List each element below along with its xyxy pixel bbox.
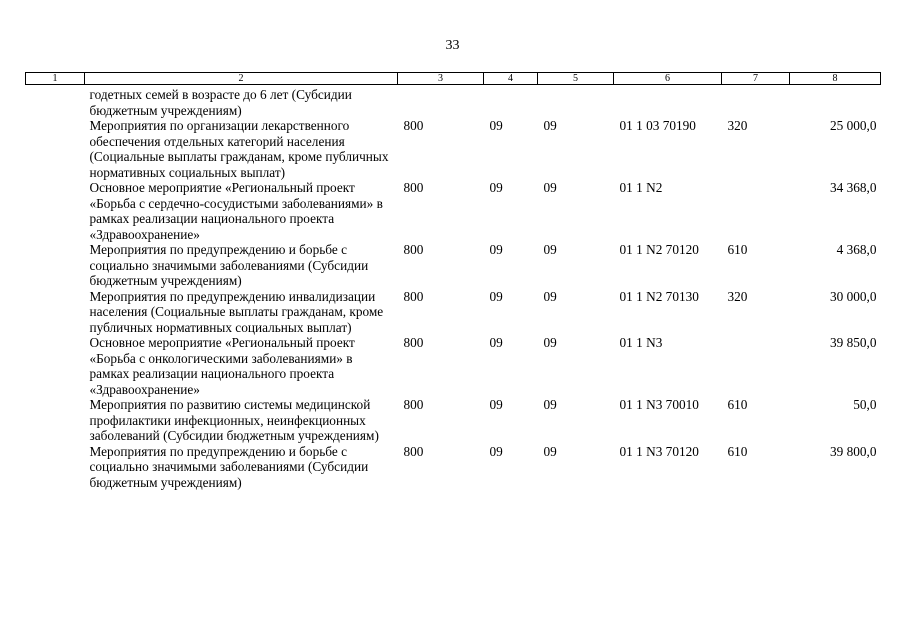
cell-section (484, 85, 538, 119)
cell-section: 09 (489, 180, 503, 195)
cell-expense-type (722, 335, 790, 397)
cell-target-article: 01 1 N3 70120 (619, 443, 699, 459)
cell-subsection: 09 (543, 335, 557, 350)
cell-description: Основное мероприятие «Региональный проект «Борьба с онкологическими заболеваниями» в рамках реализации национального проекта «Здравоохранение» (89, 335, 355, 397)
table-row (26, 397, 881, 444)
cell-description: годетных семей в возрасте до 6 лет (Субсидии бюджетным учреждениям) (89, 87, 352, 118)
cell-subsection: 09 (543, 288, 557, 304)
table-row (26, 118, 881, 180)
cell-expense-type: 610 (727, 242, 748, 257)
table-row (26, 444, 881, 491)
cell-subsection: 09 (543, 118, 557, 133)
cell-amount: 4 368,0 (836, 242, 877, 257)
cell-col1 (26, 242, 85, 289)
cell-ministry-code: 800 (403, 288, 424, 304)
table-row (26, 289, 881, 336)
cell-ministry-code: 800 (403, 118, 424, 133)
cell-expense-type (722, 180, 790, 242)
cell-description: Мероприятия по предупреждению и борьбе с социально значимыми заболеваниями (Субсидии бюджетным учреждениям) (89, 242, 369, 288)
cell-amount (790, 85, 881, 119)
cell-col1 (26, 289, 85, 336)
column-header-4: 4 (484, 73, 538, 85)
cell-col1 (26, 180, 85, 242)
cell-target-article: 01 1 03 70190 (619, 118, 696, 133)
cell-col1 (26, 85, 85, 119)
cell-description: Мероприятия по организации лекарственного обеспечения отдельных категорий населения (Социальные выплаты гражданам, кроме публичных нормативных социальных выплат) (89, 118, 389, 180)
column-header-2: 2 (85, 73, 398, 85)
cell-description: Мероприятия по предупреждению и борьбе с социально значимыми заболеваниями (Субсидии бюджетным учреждениям) (89, 443, 369, 490)
cell-col1 (26, 444, 85, 491)
cell-target-article: 01 1 N2 70130 (619, 288, 699, 304)
cell-target-article: 01 1 N2 (619, 180, 663, 195)
cell-subsection (538, 85, 614, 119)
cell-target-article: 01 1 N2 70120 (619, 242, 699, 257)
cell-subsection: 09 (543, 242, 557, 257)
cell-ministry-code: 800 (403, 397, 424, 412)
table-row (26, 242, 881, 289)
column-header-6: 6 (614, 73, 722, 85)
cell-expense-type: 320 (727, 288, 748, 304)
cell-amount: 39 800,0 (829, 443, 877, 459)
cell-section: 09 (489, 443, 503, 459)
cell-section: 09 (489, 397, 503, 412)
cell-description: Мероприятия по предупреждению инвалидизации населения (Социальные выплаты гражданам, кроме публичных нормативных социальных выплат) (89, 288, 384, 335)
cell-section: 09 (489, 118, 503, 133)
cell-ministry-code: 800 (403, 242, 424, 257)
cell-amount: 39 850,0 (829, 335, 877, 350)
cell-amount: 25 000,0 (829, 118, 877, 133)
cell-description: Мероприятия по развитию системы медицинской профилактики инфекционных, неинфекционных заболеваний (Субсидии бюджетным учреждениям) (89, 397, 379, 443)
column-header-1: 1 (26, 73, 85, 85)
cell-subsection: 09 (543, 397, 557, 412)
column-header-8: 8 (790, 73, 881, 85)
cell-description: Основное мероприятие «Региональный проект «Борьба с сердечно-сосудистыми заболеваниями» в рамках реализации национального проекта «Здравоохранение» (89, 180, 383, 242)
cell-section: 09 (489, 288, 503, 304)
cell-ministry-code: 800 (403, 335, 424, 350)
cell-subsection: 09 (543, 443, 557, 459)
cell-target-article (614, 85, 722, 119)
cell-col1 (26, 397, 85, 444)
table-row (26, 180, 881, 242)
cell-target-article: 01 1 N3 (619, 335, 663, 350)
cell-expense-type: 610 (727, 397, 748, 412)
page-number: 33 (445, 38, 460, 53)
cell-subsection: 09 (543, 180, 557, 195)
column-number-header-row (26, 73, 881, 85)
column-header-7: 7 (722, 73, 790, 85)
cell-ministry-code: 800 (403, 443, 424, 459)
table-row (26, 85, 881, 119)
cell-col1 (26, 335, 85, 397)
cell-ministry-code: 800 (403, 180, 424, 195)
column-header-3: 3 (398, 73, 484, 85)
cell-amount: 30 000,0 (829, 288, 877, 304)
cell-amount: 34 368,0 (829, 180, 877, 195)
cell-expense-type: 610 (727, 443, 748, 459)
cell-expense-type: 320 (727, 118, 748, 133)
cell-amount: 50,0 (853, 397, 877, 412)
cell-col1 (26, 118, 85, 180)
table-row (26, 335, 881, 397)
budget-table (25, 72, 881, 490)
cell-ministry-code (398, 85, 484, 119)
column-header-5: 5 (538, 73, 614, 85)
cell-target-article: 01 1 N3 70010 (619, 397, 699, 412)
cell-section: 09 (489, 242, 503, 257)
cell-expense-type (722, 85, 790, 119)
cell-section: 09 (489, 335, 503, 350)
